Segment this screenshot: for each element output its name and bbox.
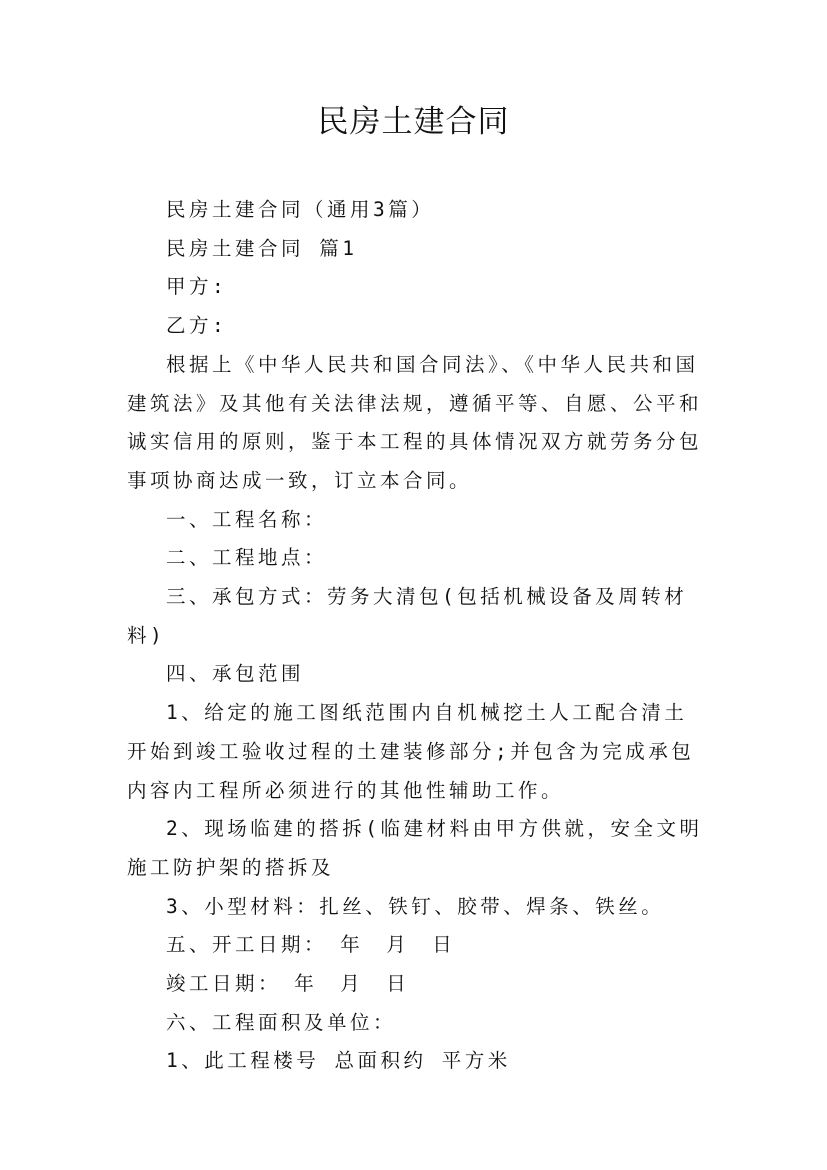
paragraph-completion-date: 竣工日期： 年 月 日 — [166, 972, 410, 996]
paragraph-chapter: 民房土建合同 篇1 — [166, 236, 358, 260]
paragraph-scope-item-3: 3、小型材料：扎丝、铁钉、胶带、焊条、铁丝。 — [166, 894, 665, 918]
paragraph-scope-item-1: 1、给定的施工图纸范围内自机械挖土人工配合清土开始到竣工验收过程的土建装修部分;并包含为完成承包内容内工程所必须进行的其他性辅助工作。 — [127, 701, 695, 802]
paragraph-contract-method: 三、承包方式：劳务大清包(包括机械设备及周转材料) — [127, 585, 688, 647]
document-body — [127, 191, 705, 1081]
paragraph-area-heading: 六、工程面积及单位： — [166, 1010, 397, 1034]
paragraph-project-location: 二、工程地点： — [166, 546, 328, 570]
paragraph-subtitle: 民房土建合同（通用3篇） — [166, 198, 435, 221]
paragraph-party-b: 乙方: — [166, 314, 228, 338]
document-title: 民房土建合同 — [317, 104, 510, 140]
paragraph-project-name: 一、工程名称： — [166, 507, 328, 531]
paragraph-party-a: 甲方: — [166, 275, 228, 299]
paragraph-area-item-1: 1、此工程楼号 总面积约 平方米 — [166, 1049, 511, 1073]
paragraph-scope-heading: 四、承包范围 — [166, 662, 305, 686]
paragraph-preamble: 根据上《中华人民共和国合同法》、《中华人民共和国建筑法》及其他有关法律法规，遵循平等、自愿、公平和诚实信用的原则，鉴于本工程的具体情况双方就劳务分包事项协商达成一致，订立本合同。 — [127, 352, 703, 492]
paragraph-scope-item-2: 2、现场临建的搭拆(临建材料由甲方供就，安全文明施工防护架的搭拆及 — [127, 817, 703, 879]
paragraph-start-date: 五、开工日期： 年 月 日 — [166, 933, 456, 957]
